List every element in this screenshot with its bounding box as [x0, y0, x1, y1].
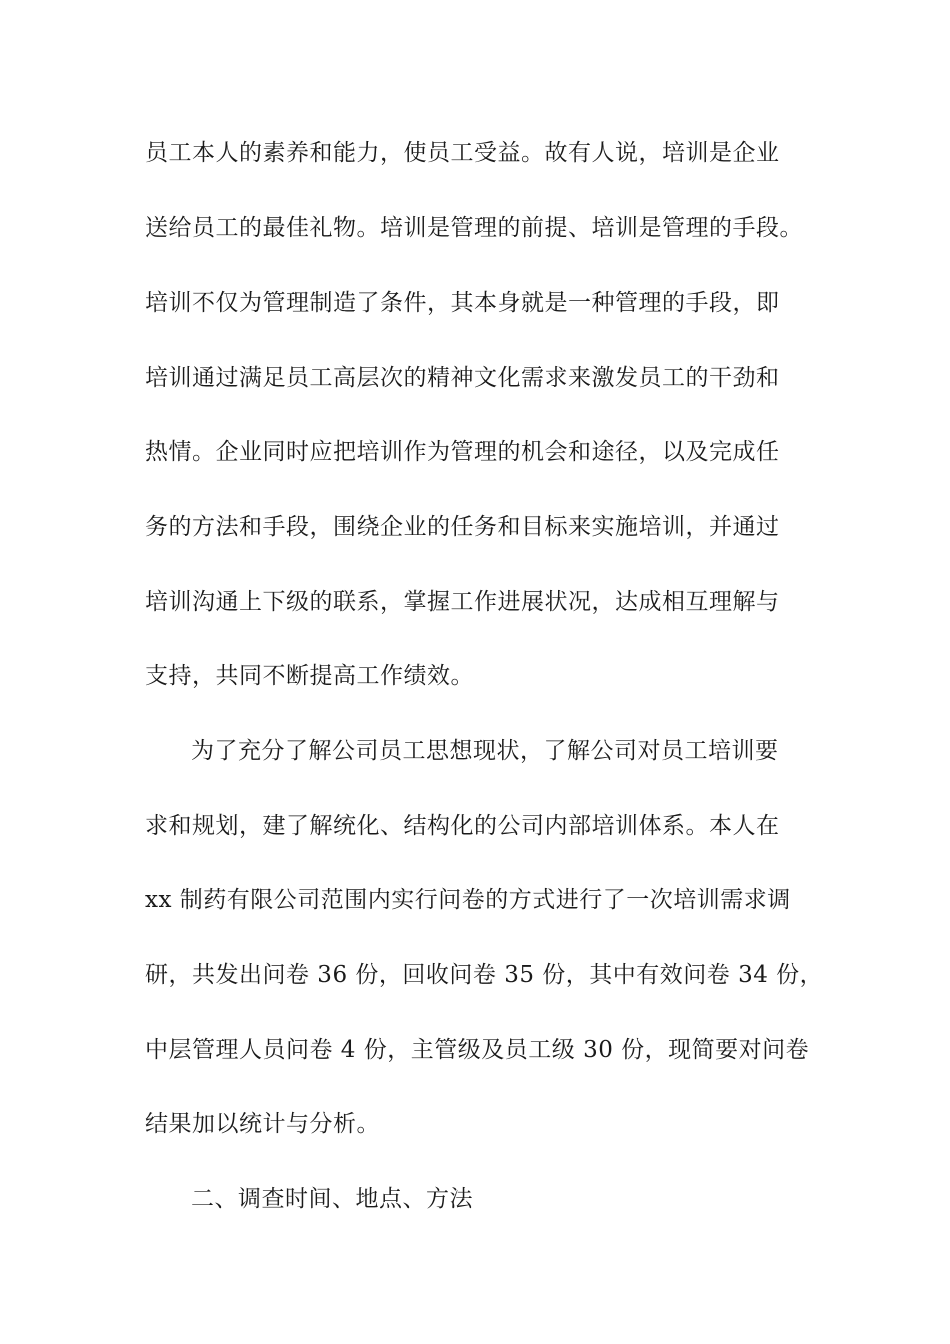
text-line: 培训沟通上下级的联系，掌握工作进展状况，达成相互理解与	[145, 589, 780, 615]
section-heading: 二、调查时间、地点、方法	[191, 1186, 473, 1212]
text-line: 热情。企业同时应把培训作为管理的机会和途径，以及完成任	[145, 439, 780, 465]
text-line: 送给员工的最佳礼物。培训是管理的前提、培训是管理的手段。	[145, 215, 803, 241]
text-line: 务的方法和手段，围绕企业的任务和目标来实施培训，并通过	[145, 514, 780, 540]
text-line: 员工本人的素养和能力，使员工受益。故有人说，培训是企业	[145, 140, 780, 166]
text-line: 培训通过满足员工高层次的精神文化需求来激发员工的干劲和	[145, 365, 780, 391]
text-line: 结果加以统计与分析。	[145, 1111, 380, 1137]
text-line: 研，共发出问卷 36 份，回收问卷 35 份，其中有效问卷 34 份，	[145, 962, 824, 988]
text-line: 中层管理人员问卷 4 份，主管级及员工级 30 份，现简要对问卷	[145, 1037, 810, 1063]
text-line: 支持，共同不断提高工作绩效。	[145, 663, 474, 689]
text-line: 培训不仅为管理制造了条件，其本身就是一种管理的手段，即	[145, 290, 780, 316]
text-line: 求和规划，建了解统化、结构化的公司内部培训体系。本人在	[145, 813, 780, 839]
text-line: xx 制药有限公司范围内实行问卷的方式进行了一次培训需求调	[145, 887, 791, 913]
text-line: 为了充分了解公司员工思想现状，了解公司对员工培训要	[191, 738, 779, 764]
